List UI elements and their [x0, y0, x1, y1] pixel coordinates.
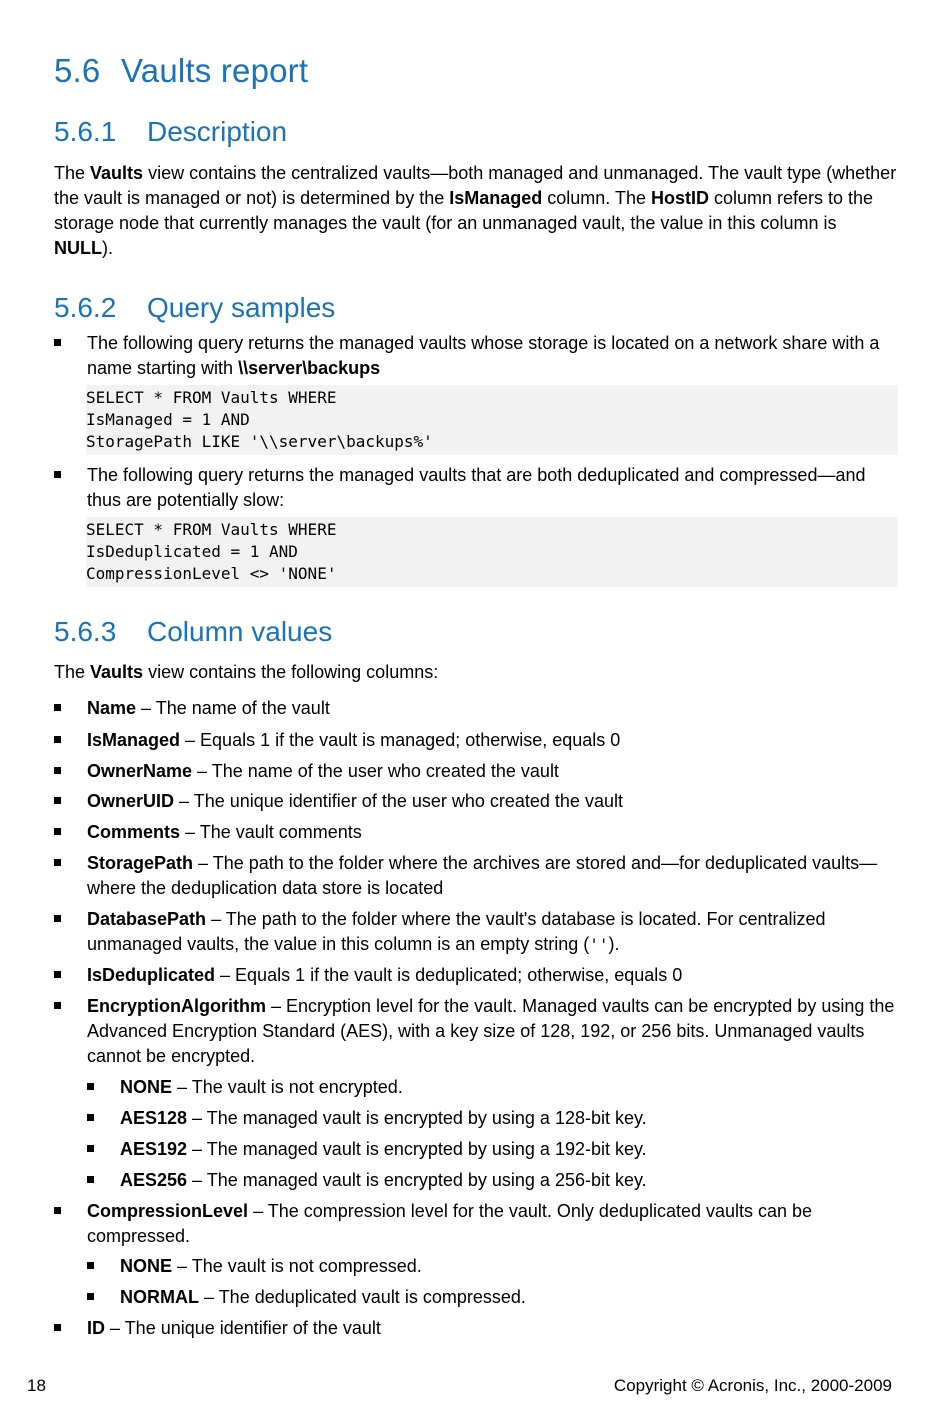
column-item: EncryptionAlgorithm – Encryption level for the vault. Managed vaults can be encrypted by using the Advanced Encryption Standard (AES), with a key size of 128, 192, or 256 bits. Unmanaged vaults cannot be encrypted. — [54, 994, 898, 1069]
column-item: StoragePath – The path to the folder where the archives are stored and—for deduplicated vaults—where the deduplication data store is located — [54, 851, 898, 901]
column-item: Name – The name of the vault — [54, 696, 898, 721]
query-sample-1: The following query returns the managed vaults whose storage is located on a network share with a name starting with \\server\backups — [54, 331, 898, 381]
code-block-1: SELECT * FROM Vaults WHERE IsManaged = 1 AND StoragePath LIKE '\\server\backups%' — [86, 385, 898, 455]
bullet-icon — [87, 1168, 95, 1176]
query-samples-number: 5.6.2 — [54, 292, 117, 323]
description-number: 5.6.1 — [54, 116, 117, 147]
bullet-icon — [54, 820, 62, 828]
code-block-2: SELECT * FROM Vaults WHERE IsDeduplicated = 1 AND CompressionLevel <> 'NONE' — [86, 517, 898, 587]
column-item: IsManaged – Equals 1 if the vault is managed; otherwise, equals 0 — [54, 728, 898, 753]
bullet-icon — [54, 1199, 62, 1207]
bullet-icon — [54, 331, 62, 339]
bullet-icon — [54, 463, 62, 471]
column-item: CompressionLevel – The compression level for the vault. Only deduplicated vaults can be compressed. — [54, 1199, 898, 1249]
bullet-icon — [87, 1254, 95, 1262]
section-heading — [54, 52, 308, 90]
encryption-option: NONE – The vault is not encrypted. — [87, 1075, 898, 1100]
section-title: Vaults report — [121, 52, 309, 89]
query-sample-2: The following query returns the managed vaults that are both deduplicated and compressed—and thus are potentially slow: — [54, 463, 898, 513]
query-samples-heading — [54, 292, 335, 324]
bullet-icon — [54, 728, 62, 736]
bullet-icon — [54, 963, 62, 971]
column-item: OwnerUID – The unique identifier of the user who created the vault — [54, 789, 898, 814]
column-item: DatabasePath – The path to the folder where the vault's database is located. For centralized unmanaged vaults, the value in this column is an empty string (''). — [54, 907, 898, 957]
bullet-icon — [54, 1316, 62, 1324]
section-number: 5.6 — [54, 52, 101, 89]
column-values-number: 5.6.3 — [54, 616, 117, 647]
encryption-option: AES128 – The managed vault is encrypted by using a 128-bit key. — [87, 1106, 898, 1131]
compression-option: NONE – The vault is not compressed. — [87, 1254, 898, 1279]
bullet-icon — [87, 1075, 95, 1083]
bullet-icon — [54, 994, 62, 1002]
column-item: IsDeduplicated – Equals 1 if the vault is deduplicated; otherwise, equals 0 — [54, 963, 898, 988]
column-values-title: Column values — [147, 616, 333, 647]
column-item: ID – The unique identifier of the vault — [54, 1316, 898, 1341]
bullet-icon — [54, 696, 62, 704]
bullet-icon — [54, 851, 62, 859]
page-number: 18 — [27, 1376, 46, 1395]
bullet-icon — [54, 907, 62, 915]
bullet-icon — [87, 1106, 95, 1114]
column-values-intro: The Vaults view contains the following columns: — [54, 662, 439, 682]
bullet-icon — [54, 759, 62, 767]
query-samples-title: Query samples — [147, 292, 336, 323]
column-values-heading — [54, 616, 332, 648]
description-paragraph: The Vaults view contains the centralized vaults—both managed and unmanaged. The vault type (whether the vault is managed or not) is determined by the IsManaged column. The HostID column refers to the storage node that currently manages the vault (for an unmanaged vault, the value in this column is NULL). — [54, 163, 897, 258]
description-title: Description — [147, 116, 288, 147]
column-item: Comments – The vault comments — [54, 820, 898, 845]
encryption-option: AES192 – The managed vault is encrypted by using a 192-bit key. — [87, 1137, 898, 1162]
bullet-icon — [54, 789, 62, 797]
compression-option: NORMAL – The deduplicated vault is compressed. — [87, 1285, 898, 1310]
column-item: OwnerName – The name of the user who created the vault — [54, 759, 898, 784]
copyright: Copyright © Acronis, Inc., 2000-2009 — [613, 1376, 892, 1395]
bullet-icon — [87, 1285, 95, 1293]
encryption-option: AES256 – The managed vault is encrypted by using a 256-bit key. — [87, 1168, 898, 1193]
description-heading — [54, 116, 287, 148]
bullet-icon — [87, 1137, 95, 1145]
